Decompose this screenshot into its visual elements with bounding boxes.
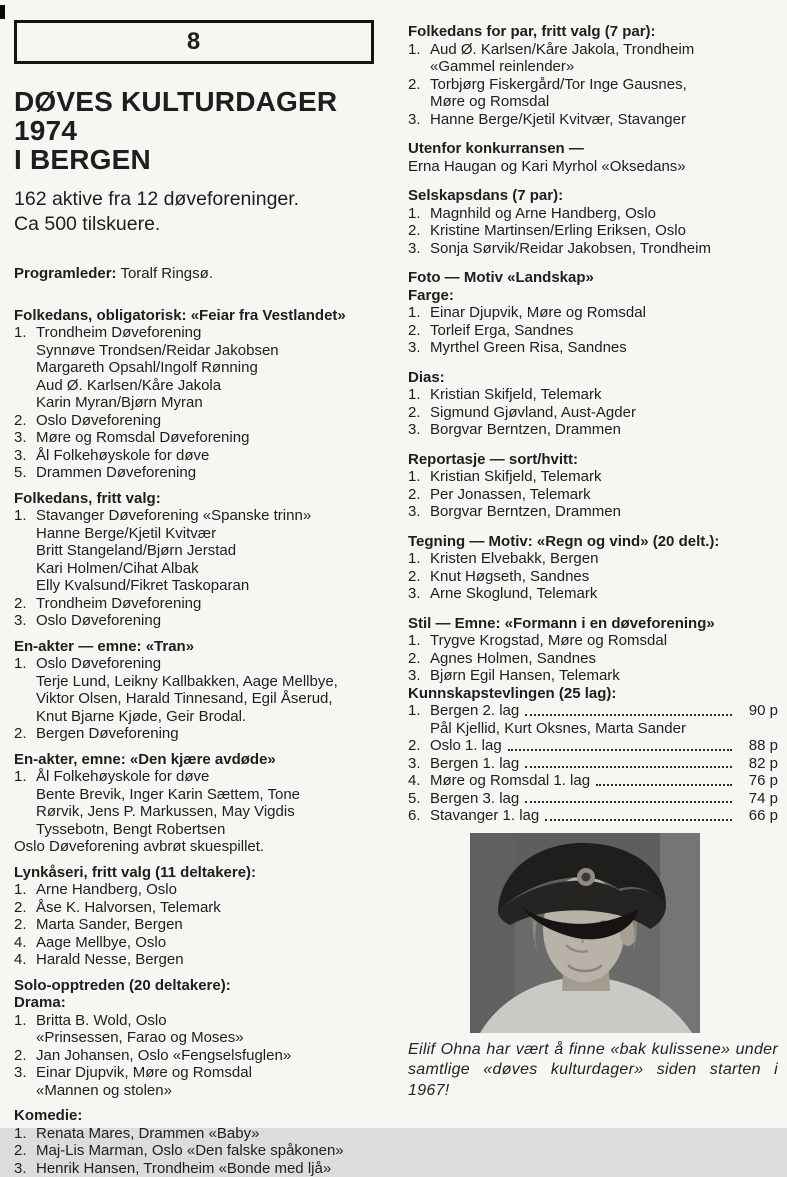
score-row — [408, 737, 778, 755]
result-rank: 1. — [408, 41, 430, 59]
score-row — [408, 807, 778, 825]
result-line — [408, 240, 778, 258]
result-line — [14, 690, 396, 708]
result-text: Aud Ø. Karlsen/Kåre Jakola — [36, 377, 396, 395]
score-rank: 3. — [408, 755, 430, 773]
result-rank: 2. — [408, 486, 430, 504]
section-heading: Reportasje — sort/hvitt: — [408, 451, 778, 469]
result-line — [14, 786, 396, 804]
result-text: Aud Ø. Karlsen/Kåre Jakola, Trondheim — [430, 41, 778, 59]
result-line — [408, 650, 778, 668]
section-heading: Tegning — Motiv: «Regn og vind» (20 delt.): — [408, 533, 778, 551]
score-row — [408, 755, 778, 773]
result-text: Ål Folkehøyskole for døve — [36, 768, 396, 786]
result-text: Agnes Holmen, Sandnes — [430, 650, 778, 668]
result-text: Oslo Døveforening — [36, 612, 396, 630]
page-number-box — [14, 20, 374, 64]
result-rank: 2. — [408, 404, 430, 422]
result-line — [14, 881, 396, 899]
result-rank — [14, 803, 36, 821]
result-rank: 2. — [14, 1142, 36, 1160]
result-rank: 1. — [14, 881, 36, 899]
result-rank: 1. — [408, 550, 430, 568]
result-rank: 3. — [14, 1064, 36, 1082]
result-line — [408, 468, 778, 486]
left-section — [14, 638, 396, 743]
section-subheading: Farge: — [408, 287, 778, 305]
result-rank: 1. — [408, 205, 430, 223]
result-line — [14, 1012, 396, 1030]
result-text: Kristian Skifjeld, Telemark — [430, 468, 778, 486]
left-section — [14, 751, 396, 856]
result-line — [408, 404, 778, 422]
result-rank: 2. — [14, 412, 36, 430]
result-text: Stavanger Døveforening «Spanske trinn» — [36, 507, 396, 525]
result-text: Marta Sander, Bergen — [36, 916, 396, 934]
title-line-1: DØVES KULTURDAGER 1974 — [14, 86, 337, 146]
result-text: Harald Nesse, Bergen — [36, 951, 396, 969]
result-line — [14, 525, 396, 543]
result-rank: 3. — [14, 1160, 36, 1177]
right-section — [408, 269, 778, 357]
result-text: Sigmund Gjøvland, Aust-Agder — [430, 404, 778, 422]
result-text: Maj-Lis Marman, Oslo «Den falske spåkonen» — [36, 1142, 396, 1160]
result-line — [14, 1160, 396, 1177]
result-rank: 2. — [408, 322, 430, 340]
section-heading: Folkedans for par, fritt valg (7 par): — [408, 23, 778, 41]
intro-text — [14, 187, 396, 237]
result-rank — [408, 58, 430, 76]
result-text: Renata Mares, Drammen «Baby» — [36, 1125, 396, 1143]
result-text: Hanne Berge/Kjetil Kvitvær — [36, 525, 396, 543]
result-line — [408, 667, 778, 685]
result-line — [14, 1029, 396, 1047]
result-rank: 1. — [408, 632, 430, 650]
section-heading: Utenfor konkurransen — — [408, 140, 778, 158]
result-line — [14, 821, 396, 839]
team-name: Bergen 3. lag — [430, 790, 519, 808]
portrait-photo-illustration — [470, 833, 700, 1033]
team-points: 76 p — [738, 772, 778, 790]
team-members: Pål Kjellid, Kurt Oksnes, Marta Sander — [430, 720, 778, 738]
result-line — [14, 324, 396, 342]
result-text: Hanne Berge/Kjetil Kvitvær, Stavanger — [430, 111, 778, 129]
result-rank: 1. — [14, 1125, 36, 1143]
left-section — [14, 307, 396, 482]
result-text: Sonja Sørvik/Reidar Jakobsen, Trondheim — [430, 240, 778, 258]
result-rank — [14, 342, 36, 360]
score-rank: 1. — [408, 702, 430, 720]
dot-leader — [508, 749, 732, 751]
result-rank: 2. — [14, 916, 36, 934]
result-text: Kristen Elvebakk, Bergen — [430, 550, 778, 568]
result-text: Margareth Opsahl/Ingolf Rønning — [36, 359, 396, 377]
team-points: 66 p — [738, 807, 778, 825]
result-text: Arne Skoglund, Telemark — [430, 585, 778, 603]
result-line — [14, 1125, 396, 1143]
result-line — [14, 342, 396, 360]
result-text: Torbjørg Fiskergård/Tor Inge Gausnes, — [430, 76, 778, 94]
result-line — [408, 568, 778, 586]
result-text: Knut Høgseth, Sandnes — [430, 568, 778, 586]
portrait-photo — [470, 833, 700, 1033]
section-heading: En-akter, emne: «Den kjære avdøde» — [14, 751, 396, 769]
scan-edge-artifact — [0, 5, 5, 19]
result-line — [14, 768, 396, 786]
team-name: Bergen 2. lag — [430, 702, 519, 720]
result-text: Einar Djupvik, Møre og Romsdal — [430, 304, 778, 322]
result-rank: 4. — [14, 934, 36, 952]
result-line — [14, 655, 396, 673]
result-text: Borgvar Berntzen, Drammen — [430, 503, 778, 521]
score-row — [408, 702, 778, 720]
result-text: Knut Bjarne Kjøde, Geir Brodal. — [36, 708, 396, 726]
result-rank: 2. — [408, 76, 430, 94]
result-text: Borgvar Berntzen, Drammen — [430, 421, 778, 439]
dot-leader — [596, 784, 732, 786]
result-rank: 3. — [14, 429, 36, 447]
result-text: Arne Handberg, Oslo — [36, 881, 396, 899]
result-text: Ål Folkehøyskole for døve — [36, 447, 396, 465]
result-rank: 1. — [408, 304, 430, 322]
result-rank — [14, 377, 36, 395]
result-line — [14, 377, 396, 395]
result-line — [14, 394, 396, 412]
score-rank: 4. — [408, 772, 430, 790]
result-text: Rørvik, Jens P. Markussen, May Vigdis — [36, 803, 396, 821]
intro-line-1: 162 aktive fra 12 døveforeninger. — [14, 187, 396, 212]
section-heading: Folkedans, obligatorisk: «Feiar fra Vestlandet» — [14, 307, 396, 325]
result-text: Kristine Martinsen/Erling Eriksen, Oslo — [430, 222, 778, 240]
result-text: Henrik Hansen, Trondheim «Bonde med ljå» — [36, 1160, 396, 1177]
right-section — [408, 451, 778, 521]
result-text: Per Jonassen, Telemark — [430, 486, 778, 504]
result-rank: 1. — [14, 1012, 36, 1030]
section-heading: En-akter — emne: «Tran» — [14, 638, 396, 656]
team-name: Oslo 1. lag — [430, 737, 502, 755]
dot-leader — [525, 714, 732, 716]
result-text: Bente Brevik, Inger Karin Sættem, Tone — [36, 786, 396, 804]
photo-caption: Eilif Ohna har vært å finne «bak kulissene» under samtlige «døves kulturdager» siden starten i 1967! — [408, 1040, 778, 1102]
left-sections — [14, 307, 396, 1177]
result-line — [14, 1142, 396, 1160]
result-text: Oslo Døveforening — [36, 412, 396, 430]
result-line — [14, 899, 396, 917]
result-text: Oslo Døveforening — [36, 655, 396, 673]
result-line — [14, 359, 396, 377]
program-leader-label: Programleder: — [14, 265, 117, 282]
result-text: Aage Mellbye, Oslo — [36, 934, 396, 952]
result-text: Einar Djupvik, Møre og Romsdal — [36, 1064, 396, 1082]
score-rank: 6. — [408, 807, 430, 825]
left-section — [14, 864, 396, 969]
right-section — [408, 23, 778, 128]
result-text: «Gammel reinlender» — [430, 58, 778, 76]
result-rank — [14, 1082, 36, 1100]
result-line — [14, 464, 396, 482]
team-points: 82 p — [738, 755, 778, 773]
result-rank: 1. — [14, 324, 36, 342]
result-line — [408, 93, 778, 111]
result-text: Trondheim Døveforening — [36, 324, 396, 342]
result-rank — [408, 93, 430, 111]
result-line — [14, 429, 396, 447]
section-heading: Komedie: — [14, 1107, 396, 1125]
score-row — [408, 790, 778, 808]
result-text: Elly Kvalsund/Fikret Taskoparan — [36, 577, 396, 595]
page-number: 8 — [187, 28, 201, 56]
result-rank: 5. — [14, 464, 36, 482]
result-rank: 3. — [408, 240, 430, 258]
result-rank: 2. — [408, 222, 430, 240]
right-column — [408, 23, 778, 1101]
result-text: Drammen Døveforening — [36, 464, 396, 482]
result-rank — [14, 673, 36, 691]
right-section — [408, 369, 778, 439]
section-heading: Foto — Motiv «Landskap» — [408, 269, 778, 287]
result-rank: 1. — [14, 507, 36, 525]
section-heading: Dias: — [408, 369, 778, 387]
result-rank: 3. — [408, 503, 430, 521]
result-line — [408, 486, 778, 504]
result-text: Møre og Romsdal Døveforening — [36, 429, 396, 447]
result-rank: 3. — [408, 421, 430, 439]
result-rank: 3. — [408, 667, 430, 685]
result-text: Magnhild og Arne Handberg, Oslo — [430, 205, 778, 223]
program-leader-line — [14, 265, 396, 283]
result-line — [14, 595, 396, 613]
result-text: Britt Stangeland/Bjørn Jerstad — [36, 542, 396, 560]
result-line — [14, 708, 396, 726]
result-rank: 3. — [14, 447, 36, 465]
result-line — [408, 386, 778, 404]
result-rank — [14, 708, 36, 726]
team-points: 74 p — [738, 790, 778, 808]
section-note: Oslo Døveforening avbrøt skuespillet. — [14, 838, 396, 856]
result-rank: 2. — [14, 595, 36, 613]
result-rank — [14, 359, 36, 377]
result-line — [408, 304, 778, 322]
result-line — [14, 951, 396, 969]
result-line — [14, 447, 396, 465]
result-rank — [14, 560, 36, 578]
result-line — [14, 803, 396, 821]
left-section — [14, 1107, 396, 1177]
result-line — [14, 1082, 396, 1100]
result-line — [14, 934, 396, 952]
section-heading: Lynkåseri, fritt valg (11 deltakere): — [14, 864, 396, 882]
result-line — [408, 322, 778, 340]
result-rank: 1. — [408, 468, 430, 486]
knowledge-quiz-rows — [408, 702, 778, 825]
result-rank: 1. — [408, 386, 430, 404]
score-row — [408, 772, 778, 790]
score-rank: 5. — [408, 790, 430, 808]
right-sections — [408, 23, 778, 685]
result-line — [14, 577, 396, 595]
result-line — [408, 585, 778, 603]
result-line — [408, 205, 778, 223]
result-text: Bjørn Egil Hansen, Telemark — [430, 667, 778, 685]
result-rank — [14, 786, 36, 804]
team-name: Møre og Romsdal 1. lag — [430, 772, 590, 790]
result-text: Bergen Døveforening — [36, 725, 396, 743]
result-line — [408, 339, 778, 357]
result-rank — [14, 577, 36, 595]
right-section — [408, 533, 778, 603]
result-line — [408, 632, 778, 650]
left-section — [14, 490, 396, 630]
result-line — [408, 111, 778, 129]
result-text: Britta B. Wold, Oslo — [36, 1012, 396, 1030]
left-section — [14, 977, 396, 1100]
team-points: 90 p — [738, 702, 778, 720]
result-rank: 3. — [408, 339, 430, 357]
result-rank — [14, 525, 36, 543]
result-rank: 1. — [14, 768, 36, 786]
result-rank: 3. — [14, 612, 36, 630]
result-text: «Mannen og stolen» — [36, 1082, 396, 1100]
section-heading: Selskapsdans (7 par): — [408, 187, 778, 205]
right-section — [408, 615, 778, 685]
result-line — [14, 725, 396, 743]
result-text: Synnøve Trondsen/Reidar Jakobsen — [36, 342, 396, 360]
result-rank — [14, 821, 36, 839]
section-heading: Stil — Emne: «Formann i en døveforening» — [408, 615, 778, 633]
result-rank: 2. — [14, 725, 36, 743]
result-line — [408, 550, 778, 568]
result-line — [408, 58, 778, 76]
result-rank — [14, 1029, 36, 1047]
result-rank: 3. — [408, 585, 430, 603]
knowledge-quiz-section — [408, 685, 778, 825]
result-rank: 2. — [14, 1047, 36, 1065]
result-rank — [14, 394, 36, 412]
knowledge-quiz-heading: Kunnskapstevlingen (25 lag): — [408, 685, 778, 703]
team-name: Stavanger 1. lag — [430, 807, 539, 825]
result-line — [408, 41, 778, 59]
result-text: Torleif Erga, Sandnes — [430, 322, 778, 340]
result-text: Jan Johansen, Oslo «Fengselsfuglen» — [36, 1047, 396, 1065]
section-subheading: Drama: — [14, 994, 396, 1012]
result-line — [14, 1047, 396, 1065]
result-line — [14, 673, 396, 691]
result-text: «Prinsessen, Farao og Moses» — [36, 1029, 396, 1047]
result-text: Tyssebotn, Bengt Robertsen — [36, 821, 396, 839]
result-line — [408, 222, 778, 240]
result-text: Trygve Krogstad, Møre og Romsdal — [430, 632, 778, 650]
result-rank: 1. — [14, 655, 36, 673]
program-leader-name: Toralf Ringsø. — [120, 265, 213, 282]
dot-leader — [525, 766, 732, 768]
result-line — [14, 507, 396, 525]
dot-leader — [545, 819, 732, 821]
result-text: Viktor Olsen, Harald Tinnesand, Egil Åserud, — [36, 690, 396, 708]
result-line — [14, 542, 396, 560]
result-text: Møre og Romsdal — [430, 93, 778, 111]
result-text: Terje Lund, Leikny Kallbakken, Aage Mellbye, — [36, 673, 396, 691]
result-rank — [14, 690, 36, 708]
score-rank: 2. — [408, 737, 430, 755]
result-line — [14, 1064, 396, 1082]
section-heading: Folkedans, fritt valg: — [14, 490, 396, 508]
result-rank: 2. — [408, 650, 430, 668]
result-line — [408, 76, 778, 94]
result-rank: 2. — [408, 568, 430, 586]
result-text: Åse K. Halvorsen, Telemark — [36, 899, 396, 917]
result-text: Trondheim Døveforening — [36, 595, 396, 613]
dot-leader — [525, 801, 732, 803]
result-rank: 2. — [14, 899, 36, 917]
right-section — [408, 140, 778, 175]
team-points: 88 p — [738, 737, 778, 755]
result-line — [14, 612, 396, 630]
intro-line-2: Ca 500 tilskuere. — [14, 212, 396, 237]
result-text: Kari Holmen/Cihat Albak — [36, 560, 396, 578]
page-title — [14, 87, 396, 174]
result-line — [14, 560, 396, 578]
result-text: Kristian Skifjeld, Telemark — [430, 386, 778, 404]
section-note: Erna Haugan og Kari Myrhol «Oksedans» — [408, 158, 778, 176]
title-line-2: I BERGEN — [14, 144, 151, 175]
section-heading: Solo-opptreden (20 deltakere): — [14, 977, 396, 995]
right-section — [408, 187, 778, 257]
result-line — [408, 421, 778, 439]
result-line — [14, 412, 396, 430]
result-rank: 3. — [408, 111, 430, 129]
result-text: Myrthel Green Risa, Sandnes — [430, 339, 778, 357]
result-rank: 4. — [14, 951, 36, 969]
left-column — [14, 20, 396, 1177]
result-line — [14, 916, 396, 934]
result-rank — [14, 542, 36, 560]
result-line — [408, 503, 778, 521]
team-name: Bergen 1. lag — [430, 755, 519, 773]
result-text: Karin Myran/Bjørn Myran — [36, 394, 396, 412]
